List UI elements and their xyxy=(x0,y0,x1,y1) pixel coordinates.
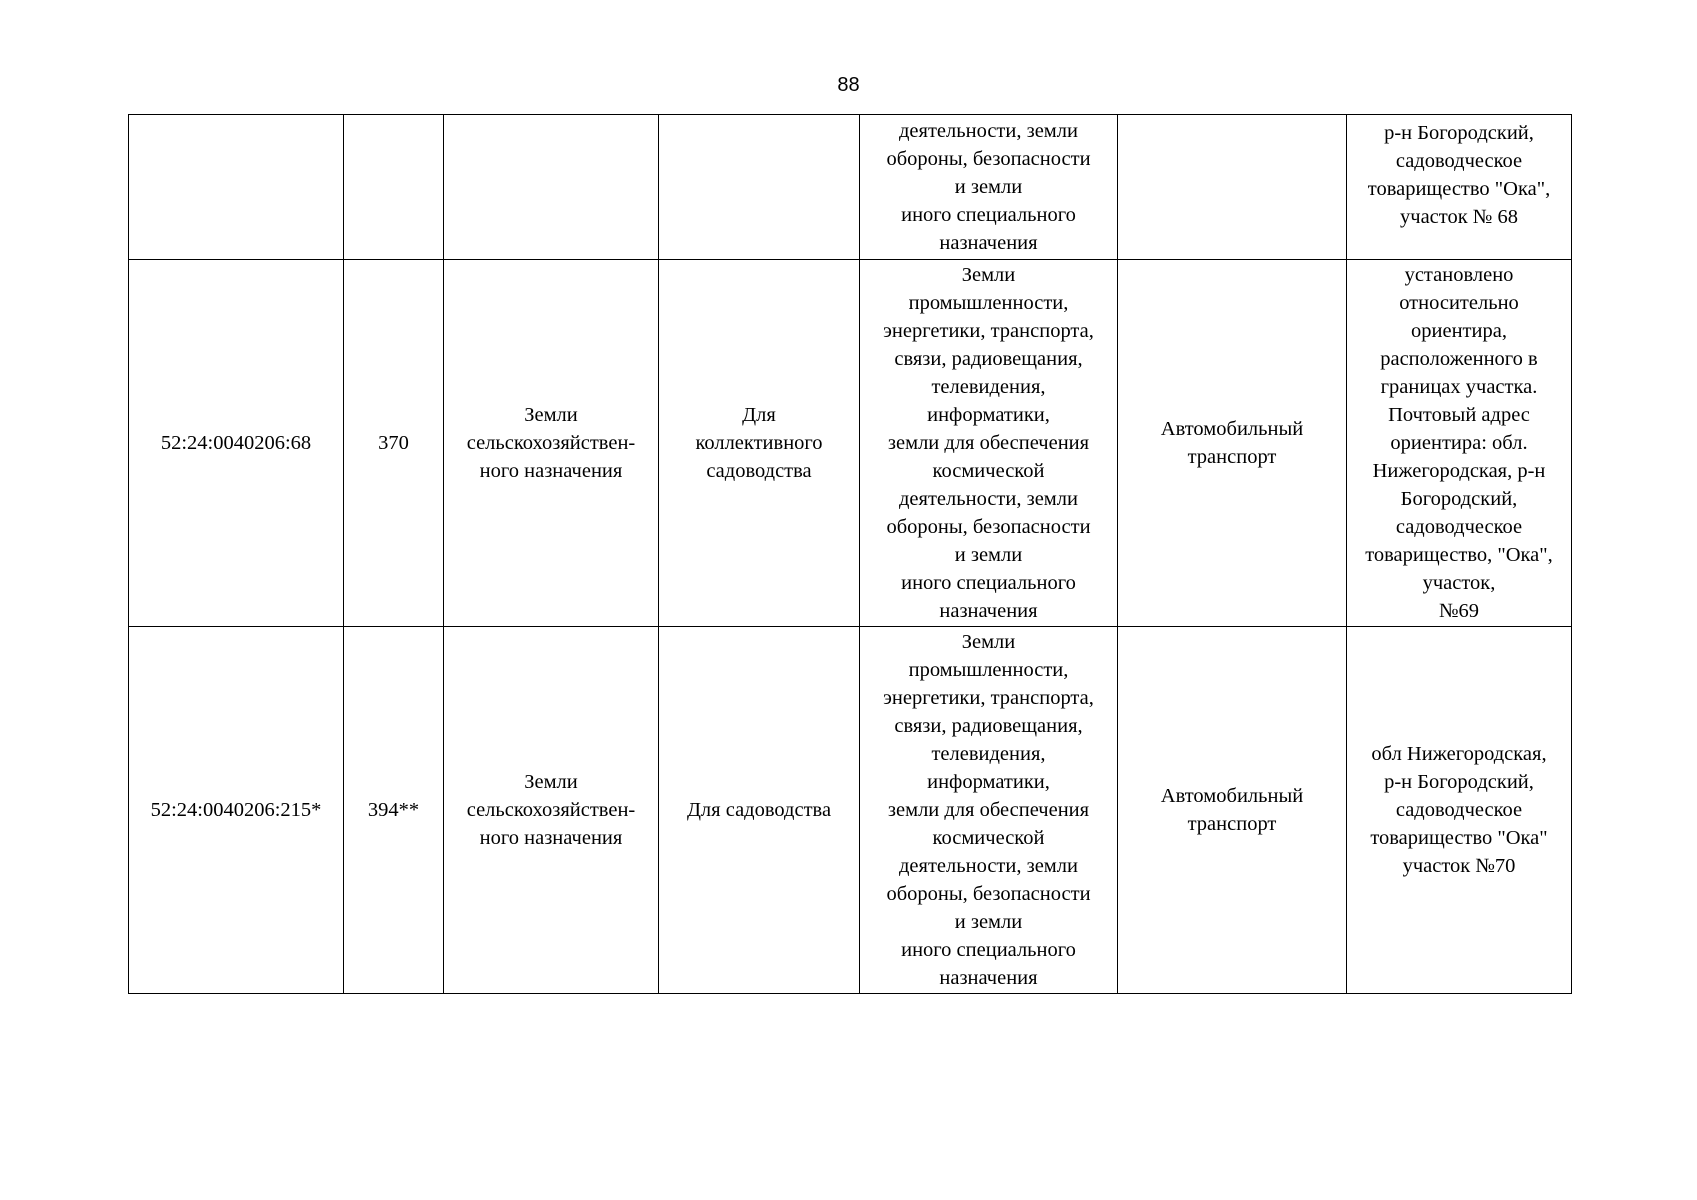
permitted-use-cell: Для коллективного садоводства xyxy=(659,260,860,627)
land-category-cell xyxy=(444,115,659,260)
purpose-cell xyxy=(1118,115,1347,260)
land-plots-table xyxy=(128,114,1572,994)
permitted-use-cell: Для садоводства xyxy=(659,627,860,994)
land-category-cell: Земли сельскохозяйствен- ного назначения xyxy=(444,627,659,994)
area-cell: 394** xyxy=(344,627,444,994)
transfer-category-cell: деятельности, земли обороны, безопасности и земли иного специального назначения xyxy=(860,115,1118,260)
land-category-cell: Земли сельскохозяйствен- ного назначения xyxy=(444,260,659,627)
address-cell: обл Нижегородская, р-н Богородский, садоводческое товарищество "Ока" участок №70 xyxy=(1347,627,1572,994)
purpose-cell: Автомобильный транспорт xyxy=(1118,627,1347,994)
transfer-category-cell: Земли промышленности, энергетики, транспорта, связи, радиовещания, телевидения, информатики, земли для обеспечения космической деятельности, земли обороны, безопасности и земли иного специального назначения xyxy=(860,260,1118,627)
address-cell: р-н Богородский, садоводческое товарищество "Ока", участок № 68 xyxy=(1347,115,1572,260)
cadastral-number-cell: 52:24:0040206:68 xyxy=(129,260,344,627)
transfer-category-cell: Земли промышленности, энергетики, транспорта, связи, радиовещания, телевидения, информатики, земли для обеспечения космической деятельности, земли обороны, безопасности и земли иного специального назначения xyxy=(860,627,1118,994)
table-row xyxy=(129,627,1572,994)
purpose-cell: Автомобильный транспорт xyxy=(1118,260,1347,627)
page-number: 88 xyxy=(837,74,860,96)
permitted-use-cell xyxy=(659,115,860,260)
cadastral-number-cell: 52:24:0040206:215* xyxy=(129,627,344,994)
area-cell xyxy=(344,115,444,260)
table-row xyxy=(129,115,1572,260)
area-cell: 370 xyxy=(344,260,444,627)
cadastral-number-cell xyxy=(129,115,344,260)
table-row xyxy=(129,260,1572,627)
address-cell: установлено относительно ориентира, расположенного в границах участка. Почтовый адрес ориентира: обл. Нижегородская, р-н Богородский, садоводческое товарищество, "Ока", участок, №69 xyxy=(1347,260,1572,627)
